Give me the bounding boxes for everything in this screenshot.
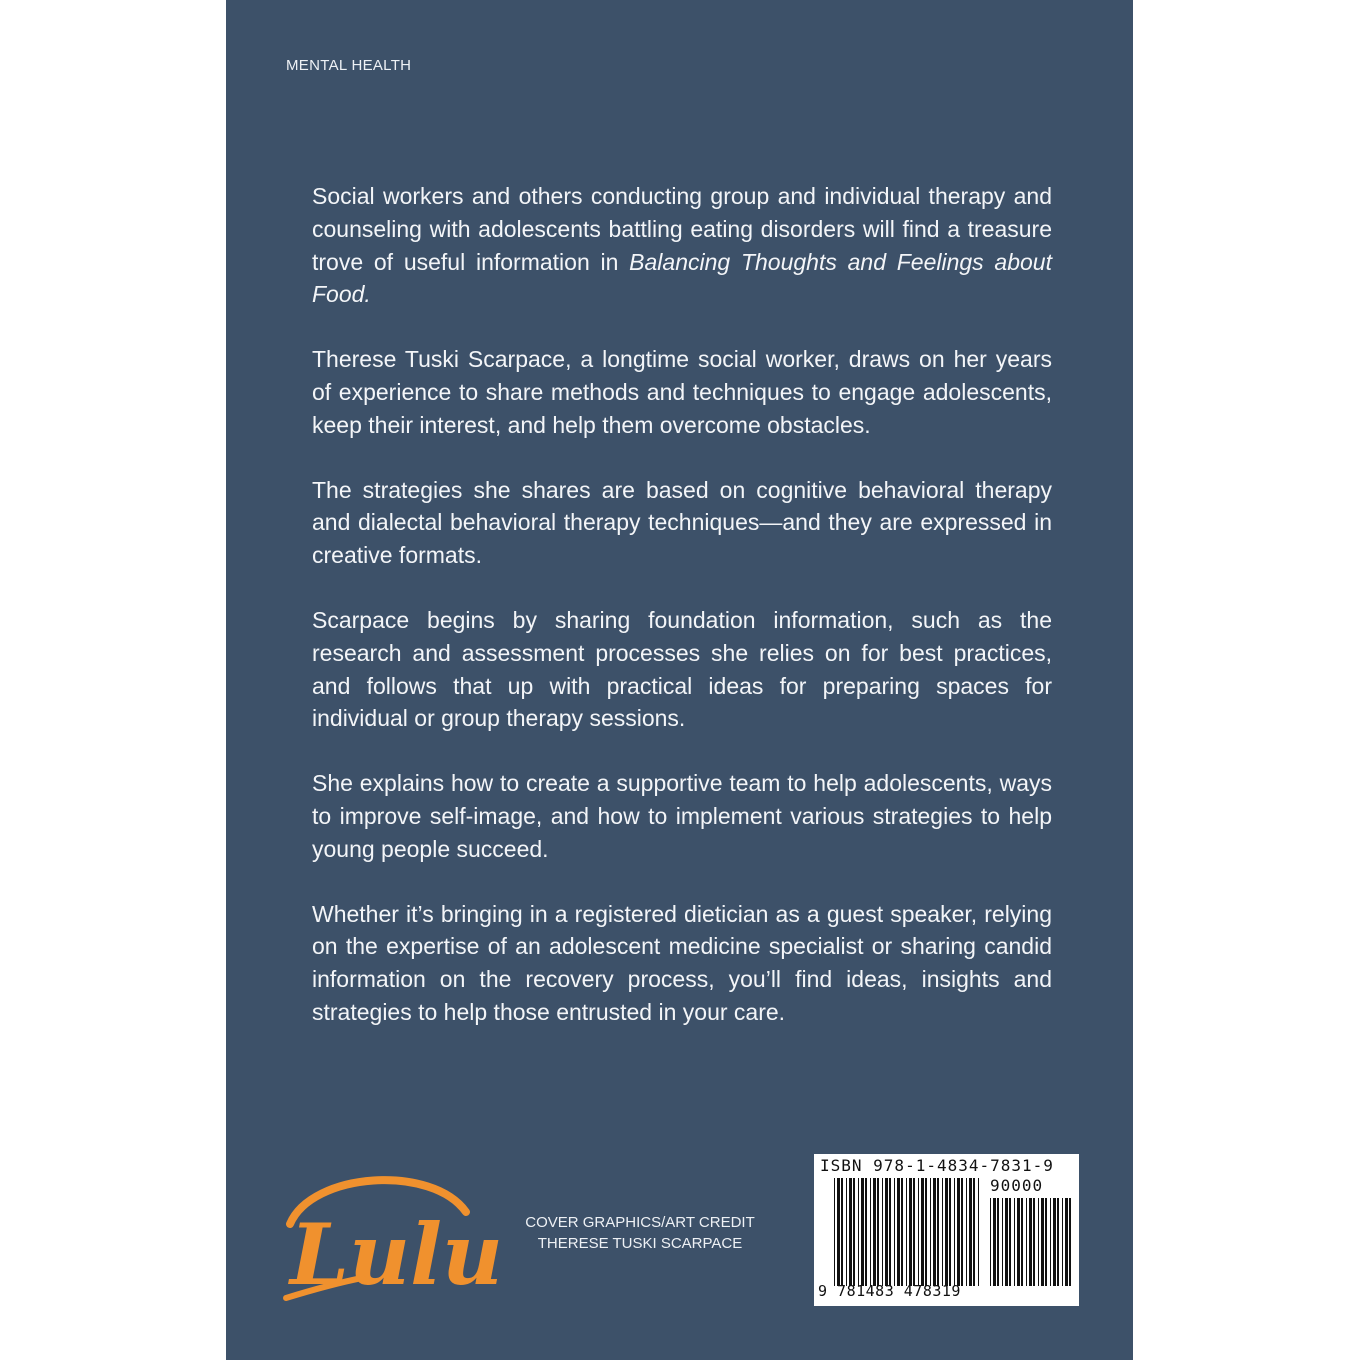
addon-bar [1057, 1198, 1059, 1286]
blurb [312, 180, 1052, 1061]
ean-bar [894, 1178, 895, 1286]
ean-bar [978, 1178, 979, 1286]
lulu-logo-text: Lulu [290, 1205, 504, 1304]
ean-bar [877, 1178, 879, 1286]
blurb-paragraph-6: Whether it’s bringing in a registered dietician as a guest speaker, relying on the expertise of an adolescent medicine specialist or sharing candid information on the recovery process, you’ll find ideas, insights and strategies to help those entrusted in your care. [312, 900, 1052, 1025]
addon-bar [1033, 1198, 1035, 1286]
ean-bar [837, 1178, 840, 1286]
addon-bar [1029, 1198, 1032, 1286]
ean-bar [853, 1178, 855, 1286]
addon-bar [1026, 1198, 1027, 1286]
ean-bar [957, 1178, 960, 1286]
addon-bar [1005, 1198, 1008, 1286]
book-title-italic: Balancing Thoughts and Feelings about Food. [312, 248, 1052, 308]
ean-bar [954, 1178, 955, 1286]
addon-bar [1017, 1198, 1020, 1286]
ean-bar [841, 1178, 843, 1286]
addon-bar [1050, 1198, 1051, 1286]
art-credit-line-2: THERESE TUSKI SCARPACE [537, 1235, 743, 1252]
art-credit-line-1: COVER GRAPHICS/ART CREDIT [525, 1214, 755, 1231]
blurb-paragraph-3: The strategies she shares are based on cognitive behavioral therapy and dialectal behavioral therapy techniques—and they are expressed in creative formats. [312, 476, 1052, 569]
ean-bar [966, 1178, 967, 1286]
addon-bar [1062, 1198, 1063, 1286]
blurb-paragraph-4: Scarpace begins by sharing foundation information, such as the research and assessment processes she relies on for best practices, and follows that up with practical ideas for preparing spaces for individual or group therapy sessions. [312, 606, 1052, 732]
ean-bar [846, 1178, 847, 1286]
ean-bar [945, 1178, 948, 1286]
blurb-paragraph-1-text: Social workers and others conducting group and individual therapy and counseling with adolescents battling eating disorders will find a treasure trove of useful information in [312, 183, 1052, 275]
ean-bar [865, 1178, 867, 1286]
ean-bar [849, 1178, 852, 1286]
ean-bar [901, 1178, 903, 1286]
ean-bar [961, 1178, 963, 1286]
ean-number: 9 781483 478319 [818, 1282, 961, 1300]
lulu-logo [282, 1172, 504, 1312]
addon-bar [997, 1198, 999, 1286]
addon-bar [1069, 1198, 1071, 1286]
isbn-barcode [814, 1154, 1079, 1306]
back-cover [226, 0, 1133, 1360]
ean-bar [933, 1178, 936, 1286]
ean-bar [930, 1178, 931, 1286]
ean-bar [925, 1178, 927, 1286]
addon-bar [1065, 1198, 1068, 1286]
addon-bar [990, 1198, 991, 1286]
ean-bar [942, 1178, 943, 1286]
price-addon-number: 90000 [990, 1176, 1044, 1195]
ean-bar [870, 1178, 871, 1286]
ean-bar [858, 1178, 859, 1286]
ean-bar [969, 1178, 972, 1286]
ean-bar [913, 1178, 915, 1286]
addon-bar [1021, 1198, 1023, 1286]
ean-bar [889, 1178, 891, 1286]
addon-bar [1009, 1198, 1011, 1286]
ean-bar [973, 1178, 975, 1286]
ean-bar [885, 1178, 888, 1286]
ean-bar [918, 1178, 919, 1286]
ean-bar [909, 1178, 912, 1286]
ean-bar [834, 1178, 835, 1286]
ean-bar [937, 1178, 939, 1286]
category-label: MENTAL HEALTH [286, 57, 412, 74]
ean-bar [882, 1178, 883, 1286]
isbn-text: ISBN 978-1-4834-7831-9 [820, 1156, 1054, 1175]
ean-bar [906, 1178, 907, 1286]
blurb-paragraph-2: Therese Tuski Scarpace, a longtime social worker, draws on her years of experience to share methods and techniques to engage adolescents, keep their interest, and help them overcome obstacles. [312, 346, 1052, 438]
addon-bar [1014, 1198, 1015, 1286]
addon-bar [1038, 1198, 1039, 1286]
addon-bar [1041, 1198, 1044, 1286]
blurb-paragraph-1 [312, 180, 1052, 311]
ean-bar [861, 1178, 864, 1286]
art-credit [518, 1212, 762, 1254]
addon-bar [1002, 1198, 1003, 1286]
addon-bar [1045, 1198, 1047, 1286]
ean-bar [949, 1178, 951, 1286]
ean-bar [921, 1178, 924, 1286]
ean-bar [897, 1178, 900, 1286]
addon-bar [1053, 1198, 1056, 1286]
blurb-paragraph-5: She explains how to create a supportive team to help adolescents, ways to improve self-image, and how to implement various strategies to help young people succeed. [312, 770, 1052, 862]
ean-bar [873, 1178, 876, 1286]
addon-bar [993, 1198, 996, 1286]
